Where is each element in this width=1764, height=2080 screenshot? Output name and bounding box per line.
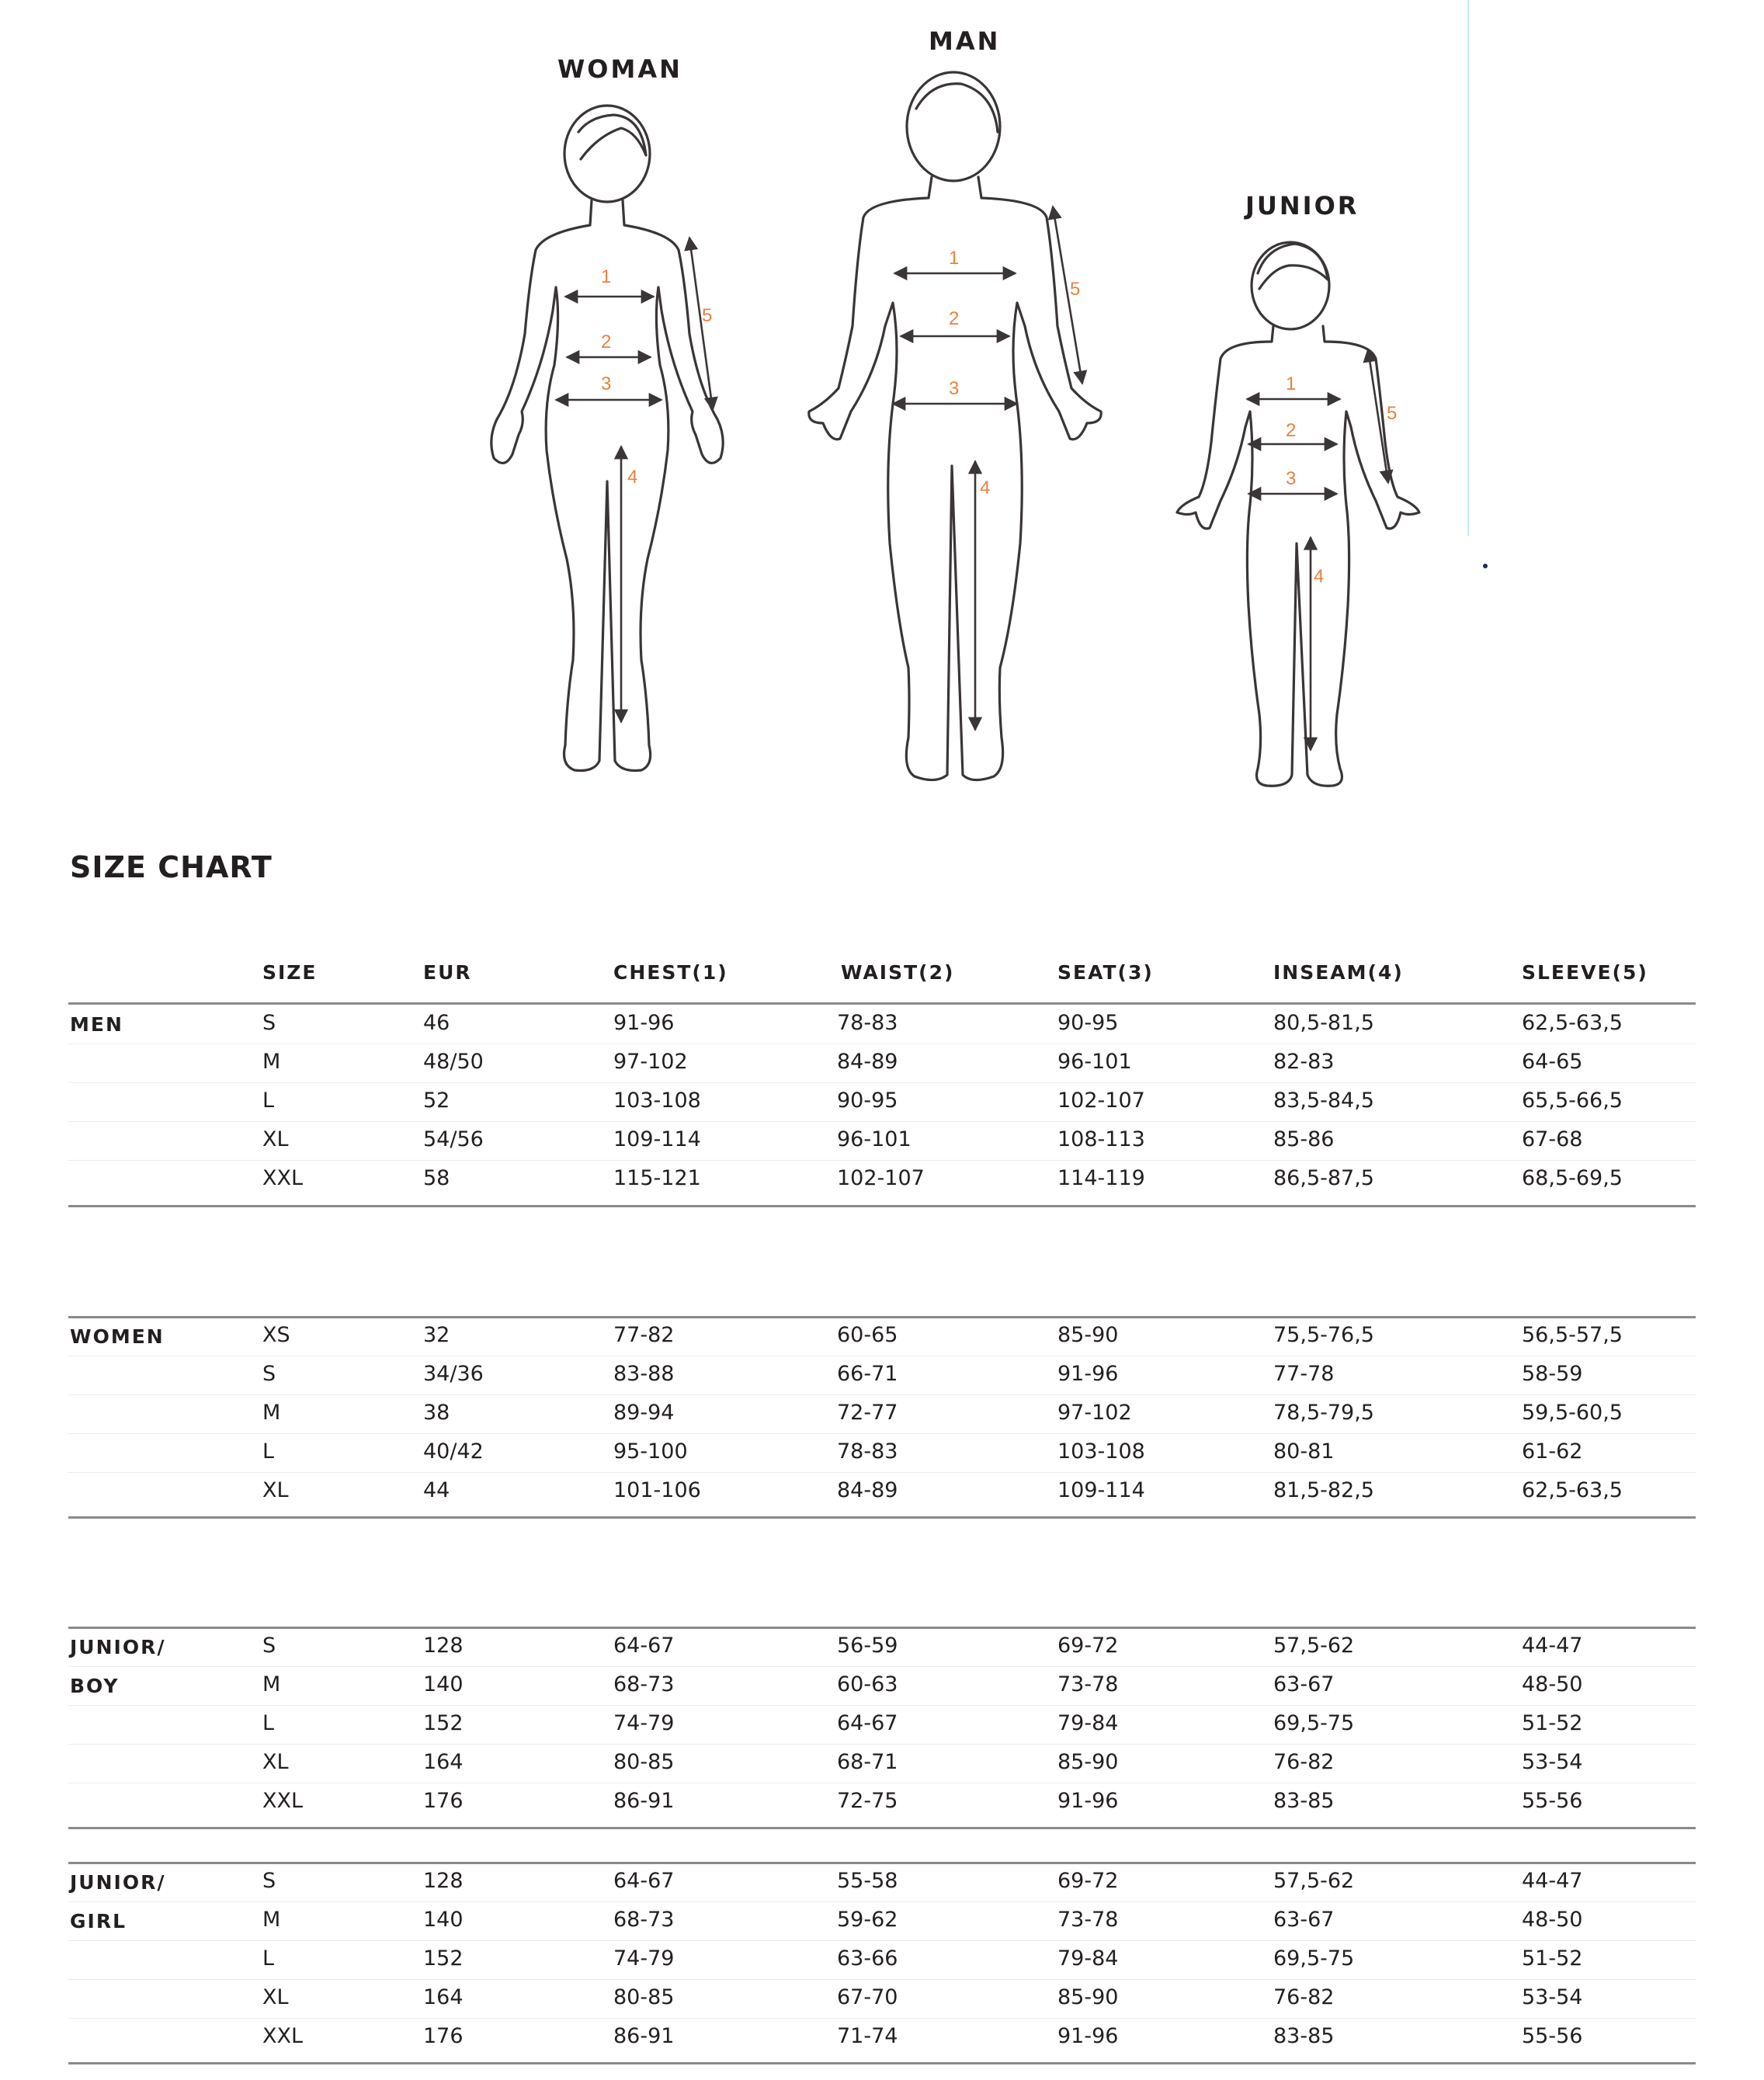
table-cell: 176 <box>423 1789 464 1813</box>
col-header-chest: CHEST(1) <box>613 961 728 984</box>
table-cell: 75,5-76,5 <box>1273 1323 1374 1347</box>
row-divider <box>68 2018 1696 2019</box>
table-cell: 86,5-87,5 <box>1273 1166 1374 1190</box>
table-cell: 78-83 <box>837 1439 898 1464</box>
table-cell: XXL <box>262 1166 304 1190</box>
table-cell: 67-70 <box>837 1985 898 2009</box>
table-cell: 69,5-75 <box>1273 1711 1355 1735</box>
row-divider <box>68 1472 1696 1473</box>
table-cell: L <box>262 1711 275 1735</box>
table-cell: 67-68 <box>1522 1127 1583 1151</box>
table-cell: 53-54 <box>1522 1985 1583 2009</box>
table-cell: 56,5-57,5 <box>1522 1323 1623 1347</box>
table-cell: 86-91 <box>613 1789 675 1813</box>
table-cell: 102-107 <box>837 1166 925 1190</box>
table-cell: XS <box>262 1323 290 1347</box>
row-divider <box>68 1705 1696 1706</box>
row-divider <box>68 1121 1696 1122</box>
table-cell: 89-94 <box>613 1401 675 1425</box>
group-label-men: MEN <box>70 1013 123 1036</box>
table-cell: XXL <box>262 2024 304 2048</box>
table-cell: 55-56 <box>1522 2024 1583 2048</box>
table-cell: 63-66 <box>837 1946 898 1971</box>
table-cell: 85-86 <box>1273 1127 1335 1151</box>
table-cell: XL <box>262 1127 289 1151</box>
table-cell: 109-114 <box>1057 1478 1145 1502</box>
table-cell: 77-82 <box>613 1323 675 1347</box>
table-cell: L <box>262 1946 275 1971</box>
row-divider <box>68 1666 1696 1667</box>
group-top-rule <box>68 1316 1696 1318</box>
table-cell: 58 <box>423 1166 450 1190</box>
table-cell: M <box>262 1401 281 1425</box>
table-cell: M <box>262 1908 281 1932</box>
table-cell: S <box>262 1869 276 1893</box>
table-cell: S <box>262 1362 276 1386</box>
table-cell: 83-85 <box>1273 2024 1335 2048</box>
man-figure <box>809 72 1101 780</box>
table-cell: 62,5-63,5 <box>1522 1011 1623 1035</box>
table-cell: 48/50 <box>423 1050 484 1074</box>
table-cell: 84-89 <box>837 1050 898 1074</box>
table-cell: 40/42 <box>423 1439 484 1464</box>
table-cell: 164 <box>423 1750 464 1774</box>
table-cell: 74-79 <box>613 1711 675 1735</box>
woman-figure <box>491 106 723 771</box>
table-cell: 59-62 <box>837 1908 898 1932</box>
table-cell: 64-65 <box>1522 1050 1583 1074</box>
table-cell: 62,5-63,5 <box>1522 1478 1623 1502</box>
table-cell: 72-75 <box>837 1789 898 1813</box>
group-label-junior-girl: JUNIOR/ <box>70 1871 166 1894</box>
table-cell: 97-102 <box>1057 1401 1132 1425</box>
table-cell: 76-82 <box>1273 1985 1335 2009</box>
table-cell: 63-67 <box>1273 1908 1335 1932</box>
svg-text:5: 5 <box>702 305 713 326</box>
table-cell: 152 <box>423 1946 464 1971</box>
table-cell: 52 <box>423 1089 450 1113</box>
svg-text:1: 1 <box>1286 373 1297 394</box>
svg-text:3: 3 <box>1286 468 1297 489</box>
row-divider <box>68 1940 1696 1941</box>
svg-text:1: 1 <box>949 248 960 269</box>
table-cell: 68-73 <box>613 1672 675 1696</box>
table-cell: 34/36 <box>423 1362 484 1386</box>
row-divider <box>68 1433 1696 1434</box>
table-cell: 51-52 <box>1522 1946 1583 1971</box>
table-cell: 140 <box>423 1672 464 1696</box>
group-label-junior-boy: JUNIOR/ <box>70 1636 166 1658</box>
table-cell: 91-96 <box>1057 1362 1119 1386</box>
col-header-size: SIZE <box>262 961 318 984</box>
woman-label: WOMAN <box>557 54 682 84</box>
col-header-sleeve: SLEEVE(5) <box>1522 961 1648 984</box>
table-cell: M <box>262 1672 281 1696</box>
table-cell: 48-50 <box>1522 1908 1583 1932</box>
table-cell: 55-56 <box>1522 1789 1583 1813</box>
table-cell: 76-82 <box>1273 1750 1335 1774</box>
svg-text:5: 5 <box>1387 403 1398 424</box>
group-top-rule <box>68 1627 1696 1629</box>
table-cell: 90-95 <box>837 1089 898 1113</box>
table-cell: XL <box>262 1750 289 1774</box>
table-cell: 68-71 <box>837 1750 898 1774</box>
table-cell: 109-114 <box>613 1127 701 1151</box>
table-cell: 96-101 <box>837 1127 912 1151</box>
table-cell: 44-47 <box>1522 1634 1583 1658</box>
table-cell: 90-95 <box>1057 1011 1119 1035</box>
table-cell: 91-96 <box>613 1011 675 1035</box>
col-header-inseam: INSEAM(4) <box>1273 961 1404 984</box>
table-cell: 83,5-84,5 <box>1273 1089 1374 1113</box>
table-cell: 55-58 <box>837 1869 898 1893</box>
table-cell: 80-81 <box>1273 1439 1335 1464</box>
table-cell: 63-67 <box>1273 1672 1335 1696</box>
row-divider <box>68 1901 1696 1902</box>
table-cell: 51-52 <box>1522 1711 1583 1735</box>
table-cell: 80,5-81,5 <box>1273 1011 1374 1035</box>
table-cell: 128 <box>423 1869 464 1893</box>
table-cell: 85-90 <box>1057 1985 1119 2009</box>
table-cell: 101-106 <box>613 1478 701 1502</box>
table-cell: 32 <box>423 1323 450 1347</box>
group-bottom-rule <box>68 2062 1696 2064</box>
table-cell: 65,5-66,5 <box>1522 1089 1623 1113</box>
table-cell: 58-59 <box>1522 1362 1583 1386</box>
table-cell: XL <box>262 1985 289 2009</box>
table-cell: S <box>262 1634 276 1658</box>
group-label-women: WOMEN <box>70 1325 165 1348</box>
table-cell: 103-108 <box>613 1089 701 1113</box>
group-bottom-rule <box>68 1205 1696 1207</box>
row-divider <box>68 1160 1696 1161</box>
man-label: MAN <box>929 26 1001 56</box>
table-cell: 82-83 <box>1273 1050 1335 1074</box>
svg-text:3: 3 <box>949 378 960 399</box>
table-cell: 97-102 <box>613 1050 688 1074</box>
table-cell: 102-107 <box>1057 1089 1145 1113</box>
table-cell: 80-85 <box>613 1750 675 1774</box>
col-header-eur: EUR <box>423 961 472 984</box>
svg-text:4: 4 <box>627 467 638 488</box>
table-cell: 44 <box>423 1478 450 1502</box>
table-cell: 115-121 <box>613 1166 701 1190</box>
table-cell: 48-50 <box>1522 1672 1583 1696</box>
table-cell: 74-79 <box>613 1946 675 1971</box>
table-cell: L <box>262 1089 275 1113</box>
table-cell: 72-77 <box>837 1401 898 1425</box>
group-label-junior-boy: BOY <box>70 1675 120 1697</box>
row-divider <box>68 1043 1696 1044</box>
svg-text:3: 3 <box>601 373 612 394</box>
junior-label: JUNIOR <box>1245 191 1359 221</box>
table-cell: 91-96 <box>1057 1789 1119 1813</box>
group-top-rule <box>68 1002 1696 1005</box>
table-cell: 85-90 <box>1057 1750 1119 1774</box>
table-cell: 38 <box>423 1401 450 1425</box>
table-cell: 77-78 <box>1273 1362 1335 1386</box>
table-cell: M <box>262 1050 281 1074</box>
table-cell: 140 <box>423 1908 464 1932</box>
table-cell: 78-83 <box>837 1011 898 1035</box>
svg-text:4: 4 <box>980 477 991 498</box>
table-cell: 80-85 <box>613 1985 675 2009</box>
table-cell: 79-84 <box>1057 1711 1119 1735</box>
table-cell: 46 <box>423 1011 450 1035</box>
table-cell: 57,5-62 <box>1273 1634 1355 1658</box>
svg-text:2: 2 <box>601 332 612 352</box>
table-cell: L <box>262 1439 275 1464</box>
table-cell: 68-73 <box>613 1908 675 1932</box>
table-cell: 85-90 <box>1057 1323 1119 1347</box>
table-cell: 108-113 <box>1057 1127 1145 1151</box>
table-cell: 71-74 <box>837 2024 898 2048</box>
group-label-junior-girl: GIRL <box>70 1910 127 1932</box>
svg-text:4: 4 <box>1314 566 1325 587</box>
table-cell: 164 <box>423 1985 464 2009</box>
table-cell: 73-78 <box>1057 1908 1119 1932</box>
table-cell: 61-62 <box>1522 1439 1583 1464</box>
table-cell: 91-96 <box>1057 2024 1119 2048</box>
table-cell: 73-78 <box>1057 1672 1119 1696</box>
table-cell: 68,5-69,5 <box>1522 1166 1623 1190</box>
table-cell: 84-89 <box>837 1478 898 1502</box>
col-header-seat: SEAT(3) <box>1057 961 1154 984</box>
table-cell: 64-67 <box>613 1869 675 1893</box>
table-cell: 60-63 <box>837 1672 898 1696</box>
table-cell: XL <box>262 1478 289 1502</box>
table-cell: 152 <box>423 1711 464 1735</box>
svg-text:5: 5 <box>1070 279 1081 300</box>
row-divider <box>68 1744 1696 1745</box>
table-cell: 95-100 <box>613 1439 688 1464</box>
row-divider <box>68 1979 1696 1980</box>
table-cell: 78,5-79,5 <box>1273 1401 1374 1425</box>
table-cell: 79-84 <box>1057 1946 1119 1971</box>
table-cell: 54/56 <box>423 1127 484 1151</box>
table-cell: 86-91 <box>613 2024 675 2048</box>
table-cell: 64-67 <box>613 1634 675 1658</box>
table-cell: 83-88 <box>613 1362 675 1386</box>
body-measurement-figures <box>0 0 1764 823</box>
table-cell: 66-71 <box>837 1362 898 1386</box>
group-bottom-rule <box>68 1827 1696 1829</box>
table-cell: 103-108 <box>1057 1439 1145 1464</box>
table-cell: 114-119 <box>1057 1166 1145 1190</box>
table-cell: 60-65 <box>837 1323 898 1347</box>
svg-text:1: 1 <box>601 266 612 287</box>
svg-text:2: 2 <box>949 308 960 329</box>
table-cell: 96-101 <box>1057 1050 1132 1074</box>
table-cell: 83-85 <box>1273 1789 1335 1813</box>
svg-text:2: 2 <box>1286 420 1297 441</box>
table-cell: 128 <box>423 1634 464 1658</box>
table-cell: S <box>262 1011 276 1035</box>
table-cell: 59,5-60,5 <box>1522 1401 1623 1425</box>
table-cell: 69,5-75 <box>1273 1946 1355 1971</box>
col-header-waist: WAIST(2) <box>841 961 955 984</box>
table-cell: 69-72 <box>1057 1634 1119 1658</box>
group-bottom-rule <box>68 1516 1696 1519</box>
table-cell: 53-54 <box>1522 1750 1583 1774</box>
table-cell: 69-72 <box>1057 1869 1119 1893</box>
table-cell: XXL <box>262 1789 304 1813</box>
group-top-rule <box>68 1862 1696 1864</box>
junior-figure <box>1177 242 1419 786</box>
table-cell: 64-67 <box>837 1711 898 1735</box>
row-divider <box>68 1082 1696 1083</box>
table-cell: 176 <box>423 2024 464 2048</box>
table-cell: 44-47 <box>1522 1869 1583 1893</box>
table-cell: 57,5-62 <box>1273 1869 1355 1893</box>
size-chart-title: SIZE CHART <box>70 850 273 884</box>
row-divider <box>68 1394 1696 1395</box>
table-cell: 81,5-82,5 <box>1273 1478 1374 1502</box>
table-cell: 56-59 <box>837 1634 898 1658</box>
